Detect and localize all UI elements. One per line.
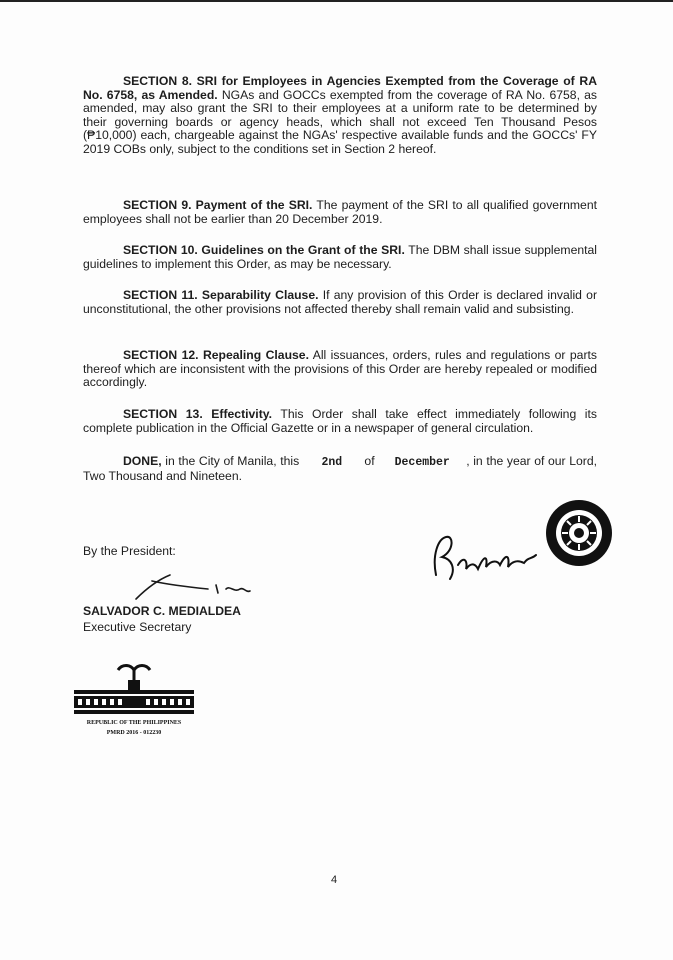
done-text-2: , in the year of our Lord, Two Thousand and Nineteen. <box>83 454 598 483</box>
gazette-stamp-line-1: REPUBLIC OF THE PHILIPPINES <box>86 720 182 726</box>
by-the-president: By the President: <box>83 544 176 558</box>
section-10 <box>83 244 597 271</box>
presidential-seal-icon <box>545 499 613 567</box>
secretary-name: SALVADOR C. MEDIALDEA <box>83 604 241 618</box>
section-10-heading: SECTION 10. Guidelines on the Grant of the SRI. <box>123 243 405 257</box>
top-border <box>0 0 673 2</box>
section-9 <box>83 199 597 226</box>
section-9-heading: SECTION 9. Payment of the SRI. <box>123 198 313 212</box>
gazette-stamp-line-2: PMRD 2016 - 012230 <box>106 730 162 736</box>
done-day: 2nd <box>321 456 343 469</box>
section-12-heading: SECTION 12. Repealing Clause. <box>123 348 309 362</box>
section-13-body: This Order shall take effect immediately following its complete publication in the Official Gazette or in a newspaper of general circulation. <box>83 407 597 435</box>
section-9-body: The payment of the SRI to all qualified government employees shall not be earlier than 20 December 2019. <box>83 198 598 226</box>
executive-secretary-signature <box>130 567 260 607</box>
done-text-1: in the City of Manila, this <box>165 454 300 468</box>
section-12-body: All issuances, orders, rules and regulations or parts thereof which are inconsistent with the provisions of this Order are hereby repealed or modified accordingly. <box>83 348 597 390</box>
section-8-heading: SECTION 8. SRI for Employees in Agencies Exempted from the Coverage of RA No. 6758, as Amended. <box>83 74 597 102</box>
secretary-title: Executive Secretary <box>83 620 192 634</box>
section-8 <box>83 75 597 157</box>
done-of: of <box>364 454 375 468</box>
presidential-signature <box>428 525 546 585</box>
done-heading: DONE, <box>123 454 162 468</box>
done-month: December <box>394 456 450 469</box>
section-10-body: The DBM shall issue supplemental guidelines to implement this Order, as may be necessary. <box>83 243 598 271</box>
section-8-body: NGAs and GOCCs exempted from the coverage of RA No. 6758, as amended, may also grant the SRI to their employees at a uniform rate to be determined by their governing boards or agency heads, which shall not exceed Ten Thousand Pesos (₱10,000) each, chargeable against the NGAs' respective available funds and the GOCCs' FY 2019 COBs only, subject to the conditions set in Section 2 hereof. <box>83 87 597 156</box>
section-12 <box>83 349 597 390</box>
section-11 <box>83 289 597 316</box>
official-gazette-stamp <box>70 662 198 740</box>
section-13-heading: SECTION 13. Effectivity. <box>123 407 273 421</box>
section-13 <box>83 408 597 435</box>
done-clause <box>83 455 597 483</box>
section-11-body: If any provision of this Order is declared invalid or unconstitutional, the other provisions not affected thereby shall remain valid and subsisting. <box>83 288 598 316</box>
section-11-heading: SECTION 11. Separability Clause. <box>123 288 319 302</box>
page-number: 4 <box>331 874 338 886</box>
